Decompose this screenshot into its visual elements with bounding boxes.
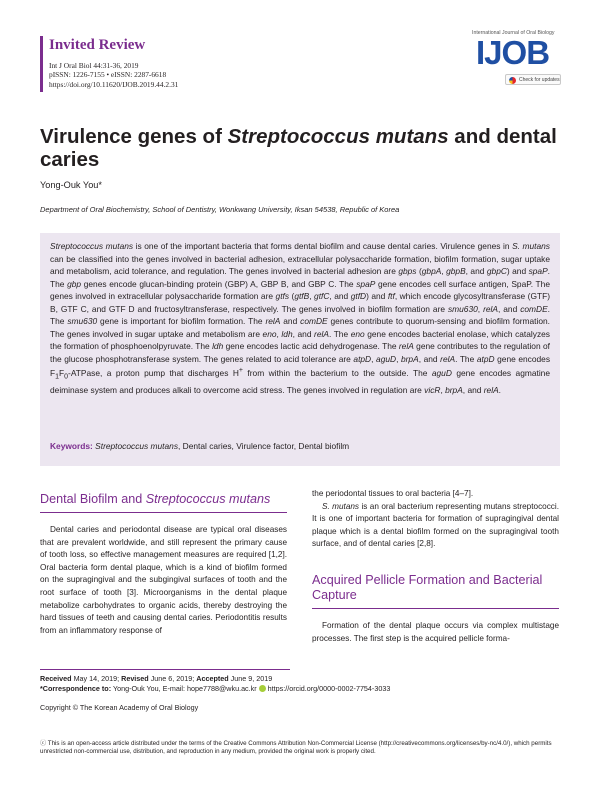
keywords [50, 441, 349, 451]
title-italic: Streptococcus mutans [227, 125, 449, 148]
paragraph: Dental caries and periodontal disease are typical oral diseases that are prevalent worldwide, and still represent the primary cause of tooth loss, so effective management measures are required [1,2]. Oral bacteria form dental plaque, which is a kind of biofilm formed on the supragingival and the subgingival surfaces of tooth and the root surface of tooth [3]. Microorganisms in the dental plaque metabolize carbohydrates to organic acids, thereby destroying the hard tissues of teeth and causing dental caries. Periodontitis results from an inflammatory response of [40, 525, 287, 635]
header-accent-bar [40, 36, 43, 92]
journal-name: International Journal of Oral Biology [472, 30, 555, 36]
citation-block [49, 61, 178, 89]
correspondence: *Correspondence to: Yong-Ouk You, E-mail: hope7788@wku.ac.kr https://orcid.org/0000-0002-7754-3033 [40, 684, 391, 693]
paragraph: Formation of the dental plaque occurs via complex multistage processes. The first step is the acquired pellicle forma- [312, 620, 559, 643]
section-heading-pellicle: Acquired Pellicle Formation and Bacterial Capture [312, 572, 543, 602]
title-text-end: and dental caries [40, 125, 557, 171]
received-dates: Received May 14, 2019; Revised June 6, 2019; Accepted June 9, 2019 [40, 674, 273, 683]
doi-link[interactable]: https://doi.org/10.11620/IJOB.2019.44.2.31 [49, 79, 179, 89]
citation-line: Int J Oral Biol 44:31-36, 2019 [49, 61, 139, 70]
crossmark-icon [509, 77, 516, 84]
right-column [312, 488, 559, 645]
title-text: Virulence genes of [40, 125, 228, 148]
keyword-italic: Streptococcus mutans [95, 441, 179, 451]
license-text: ⓒ This is an open-access article distributed under the terms of the Creative Commons Attribution Non-Commercial License (http://creativecommons.org/licenses/by-nc/4.0/), which permits unrestricted non-commercial use, distribution, and reproduction in any medium, provided the original work is properly cited. [40, 740, 552, 755]
section-heading-biofilm: Dental Biofilm and Streptococcus mutans [40, 492, 271, 506]
keywords-list: , Dental caries, Virulence factor, Dental biofilm [178, 441, 350, 451]
check-updates-label: Check for updates [519, 77, 560, 83]
author-name: Yong-Ouk You* [40, 180, 102, 190]
left-column [40, 492, 287, 637]
paragraph-continued: the periodontal tissues to oral bacteria [4–7]. [312, 489, 474, 498]
copyright: Copyright © The Korean Academy of Oral Biology [40, 703, 199, 712]
section-divider [40, 512, 287, 513]
paragraph: S. mutans is an oral bacterium representing mutans streptococci. It is one of important bacteria for formation of supragingival dental plaque which is a dental biofilm formed on the supragingival tooth surface, and of dental caries [2,8]. [312, 501, 559, 549]
affiliation: Department of Oral Biochemistry, School of Dentistry, Wonkwang University, Iksan 54538, Republic of Korea [40, 205, 400, 214]
journal-logo: IJOB [476, 34, 550, 71]
orcid-icon [259, 685, 266, 692]
article-title [40, 125, 560, 171]
issn-line: pISSN: 1226-7155 • eISSN: 2287-6618 [49, 70, 167, 80]
footer-divider [40, 669, 290, 670]
abstract-box [40, 233, 560, 466]
article-type-label: Invited Review [49, 37, 146, 53]
check-for-updates-button[interactable] [505, 74, 561, 85]
abstract-text: Streptococcus mutans is one of the important bacteria that forms dental biofilm and cause dental caries. Virulence genes in S. mutans can be classified into the genes involved in bacterial adhesion, extracellular polysaccharide formation, biofilm formation, sugar uptake and metabolism, acid tolerance, and regulation. The genes involved in bacterial adhesion are gbps (gbpA, gbpB, and gbpC) and spaP. The gbp genes encode glucan-binding protein (GBP) A, GBP B, and GBP C. The spaP gene encodes cell surface antigen, SpaP. The genes involved in extracellular polysaccharide formation are gtfs (gtfB, gtfC, and gtfD) and ftf, which encode glycosyltransferase (GTF) B, GTF C, and GTF D and fructosyltransferase, respectively. The genes involved in biofilm formation are smu630, relA, and comDE. The smu630 gene is important for biofilm formation. The relA and comDE genes contribute to quorum-sensing and biofilm formation. The genes involved in sugar uptake and metabolism are eno, ldh, and relA. The eno gene encodes bacterial enolase, which catalyzes the formation of phosphoenolpyruvate. The ldh gene encodes lactic acid dehydrogenase. The relA gene contributes to the regulation of the glucose phosphotransferase system. The genes related to acid tolerance are atpD, aguD, brpA, and relA. The atpD gene encodes $F_1F_0$-ATPase, a proton pump that discharges H+ from within the bacterium to the outside. The aguD gene encodes agmatine deiminase system and produces alkali to overcome acid stress. The genes involved in regulation are vicR, brpA, and relA. [50, 241, 551, 395]
orcid-link[interactable]: https://orcid.org/0000-0002-7754-3033 [267, 684, 391, 693]
keywords-label: Keywords: [50, 441, 93, 451]
section-divider [312, 608, 559, 609]
